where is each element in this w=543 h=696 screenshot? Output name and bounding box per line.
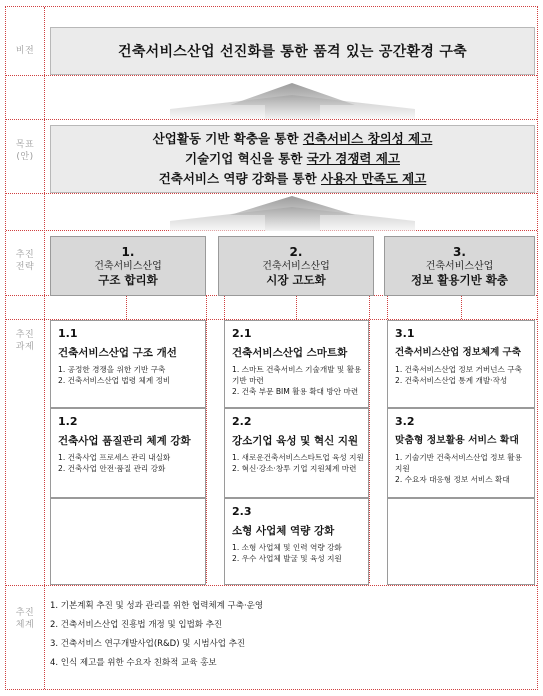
column-divider [126,295,127,319]
goal-emphasis: 사용자 만족도 제고 [321,171,427,186]
label-goal: 목표 (안) [15,140,35,162]
task-3-1: 3.1 건축서비스산업 정보체계 구축 1. 건축서비스산업 정보 거버넌스 구축 2. 건축서비스산업 통계 개발·작성 [387,320,535,408]
up-arrow [50,193,535,231]
lane-divider [6,119,537,120]
label-task: 추진 과제 [15,330,35,352]
system-item: 3. 건축서비스 연구개발사업(R&D) 및 시범사업 추진 [50,639,246,649]
system-item: 2. 건축서비스산업 진흥법 개정 및 입법화 추진 [50,620,223,630]
system-item: 4. 인식 제고를 위한 수요자 친화적 교육 홍보 [50,658,217,668]
system-list [50,597,530,673]
column-divider [44,7,45,689]
goal-line: 산업활동 기반 확충을 통한 건축서비스 창의성 제고 [152,131,433,146]
goal-box [50,125,535,193]
goal-line: 기술기업 혁신을 통한 국가 경쟁력 제고 [185,151,400,166]
goal-emphasis: 건축서비스 창의성 제고 [302,131,433,146]
task-2-2: 2.2 강소기업 육성 및 혁신 지원 1. 새로운건축서비스스타트업 육성 지원 2. 혁신·강소·창투 기업 지원체계 마련 [224,408,369,498]
task-1-empty [50,498,206,585]
strategy-framework-page [5,6,538,690]
label-vision: 비전 [15,46,35,56]
task-1-1: 1.1 건축서비스산업 구조 개선 1. 공정한 경쟁을 위한 기반 구축 2. 건축서비스산업 법령 체계 정비 [50,320,206,408]
column-divider [296,295,297,319]
task-2-3: 2.3 소형 사업체 역량 강화 1. 소형 사업체 및 인력 역량 강화 2. 우수 사업체 발굴 및 육성 지원 [224,498,369,585]
strategy-3: 3. 건축서비스산업 정보 활용기반 확충 [384,236,535,296]
goal-emphasis: 국가 경쟁력 제고 [306,151,400,166]
lane-divider [6,585,537,586]
column-divider [206,295,207,583]
system-item: 1. 기본계획 추진 및 성과 관리를 위한 협력체계 구축·운영 [50,601,264,611]
strategy-1: 1. 건축서비스산업 구조 합리화 [50,236,206,296]
column-divider [369,295,370,583]
lane-divider [6,75,537,76]
label-strategy: 추진 전략 [15,250,35,272]
vision-statement: 건축서비스산업 선진화를 통한 품격 있는 공간환경 구축 [50,27,535,75]
column-divider [461,295,462,319]
task-2-1: 2.1 건축서비스산업 스마트화 1. 스마트 건축서비스 기술개발 및 활용 기반 마련 2. 건축 부문 BIM 활용 확대 방안 마련 [224,320,369,408]
label-system: 추진 체계 [15,608,35,630]
up-arrow [50,79,535,119]
task-3-empty [387,498,535,585]
task-3-2: 3.2 맞춤형 정보활용 서비스 확대 1. 기술기반 건축서비스산업 정보 활용 지원 2. 수요자 대응형 정보 서비스 확대 [387,408,535,498]
goal-line: 건축서비스 역량 강화를 통한 사용자 만족도 제고 [158,171,427,186]
task-1-2: 1.2 건축사업 품질관리 체계 강화 1. 건축사업 프로세스 관리 내실화 2. 건축사업 안전·품질 관리 강화 [50,408,206,498]
strategy-2: 2. 건축서비스산업 시장 고도화 [218,236,374,296]
